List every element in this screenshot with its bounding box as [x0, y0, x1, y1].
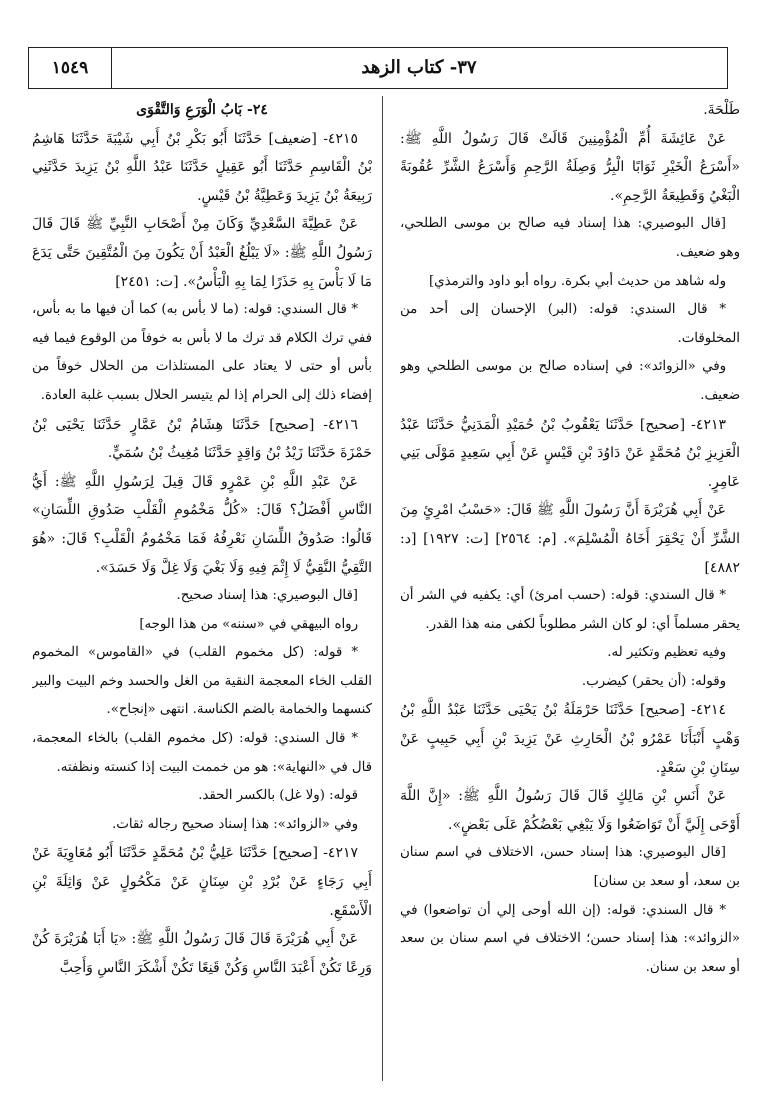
page-header	[28, 47, 728, 89]
hadith-text: عَنْ عَبْدِ اللَّهِ بْنِ عَمْرٍو قَالَ قِيلَ لِرَسُولِ اللَّهِ ﷺ: أَيُّ النَّاسِ أَفْضَلُ؟ قَالَ: «كُلُّ مَخْمُومِ الْقَلْبِ صَدُوقِ اللِّسَانِ» قَالُوا: صَدُوقُ اللِّسَانِ نَعْرِفُهُ فَمَا مَخْمُومُ الْقَلْبِ؟ قَالَ: «هُوَ التَّقِيُّ النَّقِيُّ لَا إِثْمَ فِيهِ وَلَا بَغْيَ وَلَا غِلَّ وَلَا حَسَدَ».	[32, 473, 372, 576]
left-column	[32, 96, 372, 1081]
commentary: * قال السندي: قوله: (إن الله أوحى إلي أن تواضعوا) في «الزوائد»: هذا إسناد حسن؛ الاختلاف في اسم سنان بن سعد أو سعد بن سنان.	[400, 902, 740, 975]
paragraph: طَلْحَةَ.	[703, 102, 740, 118]
commentary: * قال السندي: قوله: (كل مخموم القلب) بالخاء المعجمة، قال في «النهاية»: هو من خممت البيت إذا كنسته ونظفته.	[32, 731, 372, 775]
hadith-text: عَنْ عَطِيَّةَ السَّعْدِيِّ وَكَانَ مِنْ أَصْحَابِ النَّبِيِّ ﷺ قَالَ قَالَ رَسُولُ اللَّهِ ﷺ: «لَا يَبْلُغُ الْعَبْدُ أَنْ يَكُونَ مِنَ الْمُتَّقِينَ حَتَّى يَدَعَ مَا لَا بَأْسَ بِهِ حَذَرًا لِمَا بِهِ الْبَأْسُ». [ت: ٢٤٥١]	[32, 216, 372, 290]
commentary: * قال السندي: قوله: (ما لا بأس به) كما أن فيها ما به بأس، ففي ترك الكلام قد ترك ما لا بأس به خوفاً من الوقوع فيما فيه بأس أو حتى لا يعتاد على المستلذات من الحلال خوفاً من إفضاء ذلك إلى الحرام إذا لم يتيسر الحلال بسبب غلبة العادة.	[32, 302, 372, 403]
commentary: * قوله: (كل مخموم القلب) في «القاموس» المخموم القلب الخاء المعجمة النقية من الغل والحسد وخم البيت والبير كنسهما والخمامة بالضم الكناسة. انتهى «إنجاح».	[32, 645, 372, 718]
hadith-chain: ٤٢١٦- [صحيح] حَدَّثَنَا هِشَامُ بْنُ عَمَّارٍ حَدَّثَنَا يَحْيَى بْنُ حَمْزَةَ حَدَّثَنَا زَيْدُ بْنُ وَاقِدٍ حَدَّثَنَا مُغِيثُ بْنُ سُمَيٍّ.	[32, 416, 372, 462]
hadith-chain: ٤٢١٧- [صحيح] حَدَّثَنَا عَلِيُّ بْنُ مُحَمَّدٍ حَدَّثَنَا أَبُو مُعَاوِيَةَ عَنْ أَبِي رَجَاءٍ عَنْ بُرْدِ بْنِ سِنَانٍ عَنْ مَكْحُولٍ عَنْ وَاثِلَةَ بْنِ الْأَسْقَعِ.	[32, 845, 372, 919]
commentary: * قال السندي: قوله: (البر) الإحسان إلى أحد من المخلوقات.	[400, 302, 740, 346]
commentary: [قال البوصيري: هذا إسناد صحيح.	[176, 588, 358, 604]
hadith-chain: ٤٢١٥- [ضعيف] حَدَّثَنَا أَبُو بَكْرِ بْنُ أَبِي شَيْبَةَ حَدَّثَنَا هَاشِمُ بْنُ الْقَاسِمِ حَدَّثَنَا أَبُو عَقِيلٍ حَدَّثَنَا عَبْدُ اللَّهِ بْنُ يَزِيدَ حَدَّثَنِي رَبِيعَةُ بْنُ يَزِيدَ وَعَطِيَّةُ بْنُ قَيْسٍ.	[32, 130, 372, 204]
hadith-chain: ٤٢١٤- [صحيح] حَدَّثَنَا حَرْمَلَةُ بْنُ يَحْيَى حَدَّثَنَا عَبْدُ اللَّهِ بْنُ وَهْبٍ أَنْبَأَنَا عَمْرُو بْنُ الْحَارِثِ عَنْ يَزِيدَ بْنِ أَبِي حَبِيبٍ عَنْ سِنَانِ بْنِ سَعْدٍ.	[400, 702, 740, 776]
hadith-chain: ٤٢١٣- [صحيح] حَدَّثَنَا يَعْقُوبُ بْنُ حُمَيْدِ الْمَدَنِيُّ حَدَّثَنَا عَبْدُ الْعَزِيزِ بْنُ مُحَمَّدٍ عَنْ دَاوُدَ بْنِ قَيْسٍ عَنْ أَبِي سَعِيدٍ مَوْلَى بَنِي عَامِرٍ.	[400, 416, 740, 490]
hadith-text: عَنْ أَبِي هُرَيْرَةَ قَالَ قَالَ رَسُولُ اللَّهِ ﷺ: «يَا أَبَا هُرَيْرَةَ كُنْ وَرِعًا تَكُنْ أَعْبَدَ النَّاسِ وَكُنْ قَنِعًا تَكُنْ أَشْكَرَ النَّاسِ وَأَحِبَّ	[32, 931, 372, 976]
commentary: * قال السندي: قوله: (حسب امرئ) أي: يكفيه في الشر أن يحقر مسلماً أي: لو كان الشر مطلوباً لكفى منه هذا القدر.	[400, 588, 740, 632]
commentary: وفيه تعظيم وتكثير له.	[607, 645, 726, 661]
chapter-heading: ٢٤- بَابُ الْوَرَعِ وَالتَّقْوَى	[136, 102, 268, 118]
commentary: وقوله: (أن يحقر) كيضرب.	[581, 673, 726, 689]
commentary: وله شاهد من حديث أبي بكرة. رواه أبو داود والترمذي]	[428, 273, 726, 289]
commentary: [قال البوصيري: هذا إسناد حسن، الاختلاف في اسم سنان بن سعد، أو سعد بن سنان]	[400, 845, 740, 890]
commentary: قوله: (ولا غل) بالكسر الحقد.	[198, 788, 358, 804]
commentary: وفي «الزوائد»: هذا إسناد صحيح رجاله ثقات.	[112, 816, 358, 832]
hadith-text: عَنْ أَنَسِ بْنِ مَالِكٍ قَالَ قَالَ رَسُولُ اللَّهِ ﷺ: «إِنَّ اللَّهَ أَوْحَى إِلَيَّ أَنْ تَوَاضَعُوا وَلَا يَبْغِي بَعْضُكُمْ عَلَى بَعْضٍ».	[400, 788, 740, 833]
commentary: [قال البوصيري: هذا إسناد فيه صالح بن موسى الطلحي، وهو ضعيف.	[400, 216, 740, 260]
column-divider	[382, 96, 383, 1081]
hadith-text: عَنْ أَبِي هُرَيْرَةَ أَنَّ رَسُولَ اللَّهِ ﷺ قَالَ: «حَسْبُ امْرِئٍ مِنَ الشَّرِّ أَنْ يَحْقِرَ أَخَاهُ الْمُسْلِمَ». [م: ٢٥٦٤] [ت: ١٩٢٧] [د: ٤٨٨٢]	[400, 502, 740, 576]
commentary: وفي «الزوائد»: في إسناده صالح بن موسى الطلحي وهو ضعيف.	[400, 359, 740, 403]
hadith-text: عَنْ عَائِشَةَ أُمِّ الْمُؤْمِنِينَ قَالَتْ قَالَ رَسُولُ اللَّهِ ﷺ: «أَسْرَعُ الْخَيْرِ ثَوَابًا الْبِرُّ وَصِلَةُ الرَّحِمِ وَأَسْرَعُ الشَّرِّ عُقُوبَةً الْبَغْيُ وَقَطِيعَةُ الرَّحِمِ».	[400, 130, 740, 204]
page-number: ١٥٤٩	[29, 48, 112, 88]
right-column	[400, 96, 740, 1081]
commentary: رواه البيهقي في «سننه» من هذا الوجه]	[139, 616, 358, 632]
book-title: ٣٧- كتاب الزهد	[361, 57, 477, 78]
